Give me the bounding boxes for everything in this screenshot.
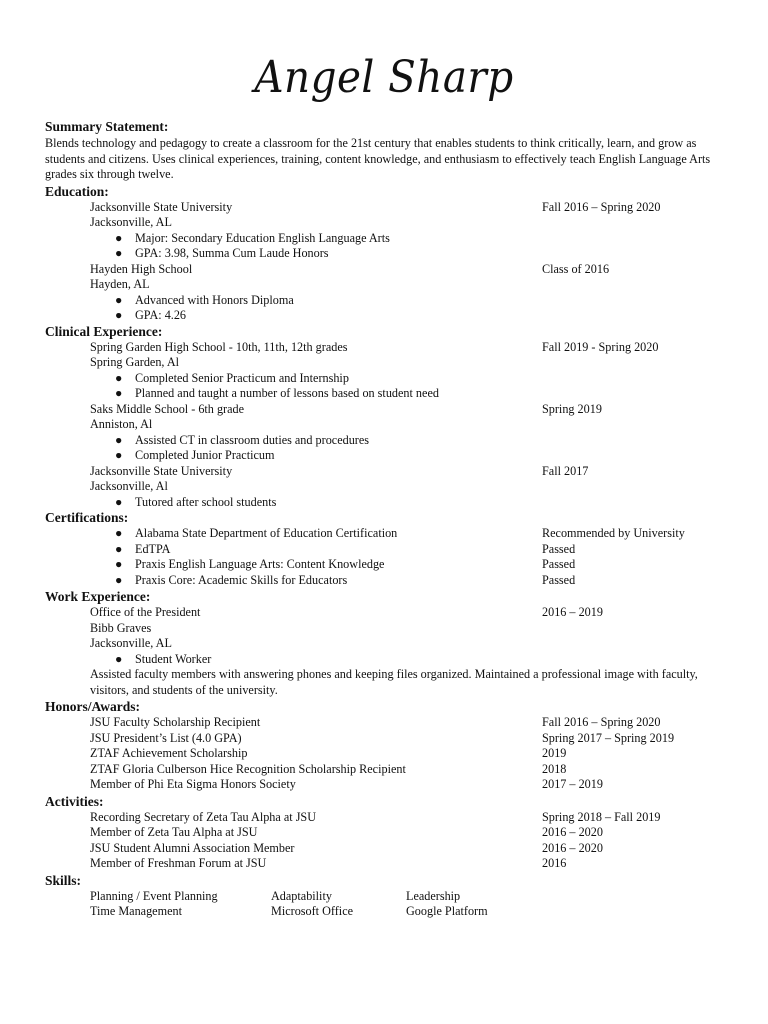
clinical-entry-org-row: Saks Middle School - 6th grade Spring 2019 — [90, 401, 602, 416]
summary-title: Summary Statement: — [45, 119, 169, 134]
clinical-entry-location-row: Spring Garden, Al — [90, 355, 180, 369]
clinical-list — [45, 340, 725, 511]
summary-text: Blends technology and pedagogy to create a classroom for the 21st century that enables students to think critically, learn, and grow as students and citizens. Uses clinical experiences, training, content knowledge, and enthusiasm to effectively teach English Language Arts grades six through twelve. — [45, 136, 711, 181]
skills-grid — [45, 889, 725, 920]
list-item: ● GPA: 3.98, Summa Cum Laude Honors — [115, 246, 329, 260]
list-item: ● EdTPA Passed — [115, 541, 576, 556]
work-section — [45, 605, 725, 698]
work-title: Work Experience: — [45, 589, 151, 604]
work-location: Jacksonville, AL — [90, 636, 172, 650]
list-item: ● Major: Secondary Education English Language Arts — [115, 230, 390, 245]
list-item: JSU Faculty Scholarship Recipient Fall 2016 – Spring 2020 — [90, 715, 661, 729]
clinical-entry-org-row: Spring Garden High School - 10th, 11th, 12th grades Fall 2019 - Spring 2020 — [90, 339, 659, 354]
education-entry-location-row: Hayden, AL — [90, 277, 150, 291]
list-item: ZTAF Gloria Culberson Hice Recognition Scholarship Recipient 2018 — [90, 761, 567, 776]
work-line2: Bibb Graves — [90, 620, 152, 635]
list-item: ● Tutored after school students — [115, 494, 277, 509]
list-item: JSU Student Alumni Association Member 2016 – 2020 — [90, 840, 603, 855]
list-item: ● Praxis Core: Academic Skills for Educators Passed — [115, 572, 576, 587]
work-org-row: Office of the President 2016 – 2019 — [90, 605, 603, 619]
skills-row: Time Management Microsoft Office Google Platform — [90, 904, 488, 918]
list-item: Recording Secretary of Zeta Tau Alpha at JSU Spring 2018 – Fall 2019 — [90, 809, 661, 824]
work-description: Assisted faculty members with answering phones and keeping files organized. Maintained a professional image with faculty, visitors, and students of the university. — [90, 667, 698, 697]
skills-row: Planning / Event Planning Adaptability Leadership — [90, 888, 461, 903]
clinical-entry-org-row: Jacksonville State University Fall 2017 — [90, 463, 589, 478]
clinical-entry-location-row: Jacksonville, Al — [90, 479, 168, 493]
list-item: ● Completed Junior Practicum — [115, 448, 275, 462]
list-item: Member of Phi Eta Sigma Honors Society 2017 – 2019 — [90, 777, 603, 791]
education-title: Education: — [45, 183, 109, 199]
list-item: ● Student Worker — [115, 651, 212, 666]
activities-title: Activities: — [45, 793, 104, 809]
skills-title: Skills: — [45, 872, 82, 888]
resume-content — [45, 119, 725, 920]
list-item: ● Planned and taught a number of lessons based on student need — [115, 386, 439, 400]
list-item: ● GPA: 4.26 — [115, 308, 187, 322]
list-item: ● Assisted CT in classroom duties and procedures — [115, 432, 370, 447]
activities-list — [45, 810, 725, 872]
list-item: Member of Zeta Tau Alpha at JSU 2016 – 2020 — [90, 825, 603, 839]
list-item: Member of Freshman Forum at JSU 2016 — [90, 856, 567, 870]
honors-list — [45, 715, 725, 793]
list-item: JSU President’s List (4.0 GPA) Spring 2017 – Spring 2019 — [90, 730, 675, 745]
resume-name: Angel Sharp — [254, 52, 514, 103]
list-item: ● Praxis English Language Arts: Content Knowledge Passed — [115, 557, 576, 571]
education-entry-org-row: Hayden High School Class of 2016 — [90, 261, 610, 276]
clinical-title: Clinical Experience: — [45, 323, 163, 339]
list-item: ● Advanced with Honors Diploma — [115, 292, 294, 307]
education-entry-location-row: Jacksonville, AL — [90, 215, 172, 229]
education-list — [45, 200, 725, 324]
education-entry-org-row: Jacksonville State University Fall 2016 – Spring 2020 — [90, 199, 661, 214]
certifications-title: Certifications: — [45, 510, 129, 525]
list-item: ZTAF Achievement Scholarship 2019 — [90, 746, 567, 760]
honors-title: Honors/Awards: — [45, 699, 141, 714]
clinical-entry-location-row: Anniston, Al — [90, 417, 153, 431]
list-item: ● Completed Senior Practicum and Internship — [115, 370, 349, 385]
certifications-list — [45, 526, 725, 588]
list-item: ● Alabama State Department of Education Certification Recommended by University — [115, 526, 685, 540]
